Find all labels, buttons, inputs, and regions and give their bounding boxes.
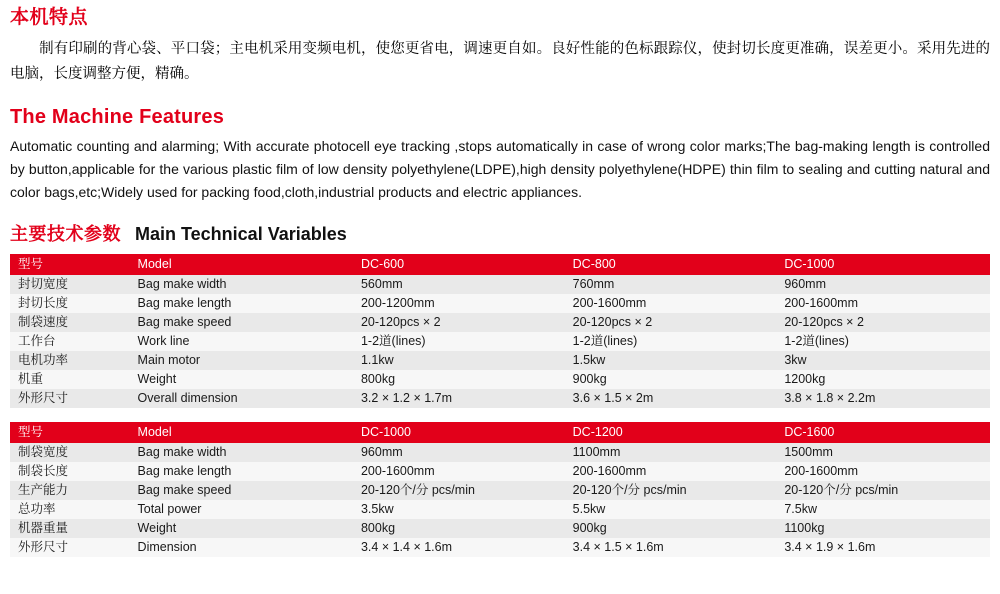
table2-r0-c4: 1500mm	[776, 443, 990, 462]
table2-r1-c2: 200-1600mm	[353, 462, 565, 481]
table2-header-1: Model	[130, 422, 353, 443]
table2-r0-c3: 1100mm	[565, 443, 777, 462]
table1-r5-c1: Weight	[130, 370, 353, 389]
table2-r2-c0: 生产能力	[10, 481, 130, 500]
table2-r4-c2: 800kg	[353, 519, 565, 538]
table1-r4-c0: 电机功率	[10, 351, 130, 370]
table2-r5-c3: 3.4 × 1.5 × 1.6m	[565, 538, 777, 557]
table1-r6-c2: 3.2 × 1.2 × 1.7m	[353, 389, 565, 408]
table1-r2-c3: 20-120pcs × 2	[565, 313, 777, 332]
table-row	[10, 332, 990, 351]
features-cn-text: 制有印刷的背心袋、平口袋；主电机采用变频电机，使您更省电，调速更自如。良好性能的色标跟踪仪，使封切长度更准确，误差更小。采用先进的电脑，长度调整方便，精确。	[10, 41, 990, 83]
table-row	[10, 389, 990, 408]
table1-header-4: DC-1000	[776, 254, 990, 275]
table2-r2-c1: Bag make speed	[130, 481, 353, 500]
table1-header-0: 型号	[10, 254, 130, 275]
table-row	[10, 462, 990, 481]
table2-r0-c2: 960mm	[353, 443, 565, 462]
table1-r4-c3: 1.5kw	[565, 351, 777, 370]
features-cn-body	[10, 37, 990, 88]
table1-r5-c0: 机重	[10, 370, 130, 389]
table1-header-3: DC-800	[565, 254, 777, 275]
table2-r4-c3: 900kg	[565, 519, 777, 538]
table2-r3-c1: Total power	[130, 500, 353, 519]
table2-r2-c3: 20-120个/分 pcs/min	[565, 481, 777, 500]
table2-r4-c1: Weight	[130, 519, 353, 538]
table1-r6-c4: 3.8 × 1.8 × 2.2m	[776, 389, 990, 408]
features-en-heading: The Machine Features	[10, 105, 225, 128]
table2-r5-c0: 外形尺寸	[10, 538, 130, 557]
table1-r4-c4: 3kw	[776, 351, 990, 370]
table1-r1-c1: Bag make length	[130, 294, 353, 313]
table1-header-2: DC-600	[353, 254, 565, 275]
table2-r1-c0: 制袋长度	[10, 462, 130, 481]
specs-section-title	[10, 220, 990, 246]
table1-r1-c3: 200-1600mm	[565, 294, 777, 313]
table1-r4-c1: Main motor	[130, 351, 353, 370]
table2-r3-c3: 5.5kw	[565, 500, 777, 519]
table1-r1-c4: 200-1600mm	[776, 294, 990, 313]
table2-r0-c0: 制袋宽度	[10, 443, 130, 462]
table1-r0-c1: Bag make width	[130, 275, 353, 294]
table1-r2-c4: 20-120pcs × 2	[776, 313, 990, 332]
table2-r4-c0: 机器重量	[10, 519, 130, 538]
table-row	[10, 538, 990, 557]
table2-header-2: DC-1000	[353, 422, 565, 443]
table2-r3-c2: 3.5kw	[353, 500, 565, 519]
table2-r1-c4: 200-1600mm	[776, 462, 990, 481]
table1-r3-c0: 工作台	[10, 332, 130, 351]
table-row	[10, 370, 990, 389]
table2-r5-c4: 3.4 × 1.9 × 1.6m	[776, 538, 990, 557]
table1-r3-c4: 1-2道(lines)	[776, 332, 990, 351]
table1-r5-c2: 800kg	[353, 370, 565, 389]
table1-r3-c3: 1-2道(lines)	[565, 332, 777, 351]
features-en-body: Automatic counting and alarming; With accurate photocell eye tracking ,stops automatically in case of wrong color marks;The bag-making length is controlled by button,applicable for the various plastic film of low density polyethylene(LDPE),high density polyethylene(HDPE) thin film to sealing and cutting natural and color bags,etc;Widely used for packing food,cloth,industrial products and electric appliances.	[10, 137, 990, 200]
table2-r5-c2: 3.4 × 1.4 × 1.6m	[353, 538, 565, 557]
table1-header-1: Model	[130, 254, 353, 275]
table-header-row	[10, 422, 990, 443]
specs-title-en: Main Technical Variables	[135, 224, 347, 245]
table-row	[10, 500, 990, 519]
features-cn-heading: 本机特点	[10, 7, 89, 28]
table1-r5-c3: 900kg	[565, 370, 777, 389]
table2-r2-c2: 20-120个/分 pcs/min	[353, 481, 565, 500]
table-row	[10, 275, 990, 294]
table2-r1-c1: Bag make length	[130, 462, 353, 481]
table1-r1-c2: 200-1200mm	[353, 294, 565, 313]
table-row	[10, 294, 990, 313]
table1-r5-c4: 1200kg	[776, 370, 990, 389]
table1-r2-c0: 制袋速度	[10, 313, 130, 332]
table1-r2-c2: 20-120pcs × 2	[353, 313, 565, 332]
table-row	[10, 351, 990, 370]
table1-r6-c3: 3.6 × 1.5 × 2m	[565, 389, 777, 408]
table1-r3-c2: 1-2道(lines)	[353, 332, 565, 351]
table2-r2-c4: 20-120个/分 pcs/min	[776, 481, 990, 500]
table2-header-4: DC-1600	[776, 422, 990, 443]
table2-r5-c1: Dimension	[130, 538, 353, 557]
table2-r1-c3: 200-1600mm	[565, 462, 777, 481]
table1-r6-c1: Overall dimension	[130, 389, 353, 408]
table1-r4-c2: 1.1kw	[353, 351, 565, 370]
table2-r3-c0: 总功率	[10, 500, 130, 519]
table-row	[10, 519, 990, 538]
table1-r0-c3: 760mm	[565, 275, 777, 294]
table1-r6-c0: 外形尺寸	[10, 389, 130, 408]
table1-r0-c4: 960mm	[776, 275, 990, 294]
table2-r4-c4: 1100kg	[776, 519, 990, 538]
table1-r3-c1: Work line	[130, 332, 353, 351]
table2-header-3: DC-1200	[565, 422, 777, 443]
spec-table-1	[10, 254, 990, 408]
table-header-row	[10, 254, 990, 275]
specs-title-cn: 主要技术参数	[10, 224, 121, 245]
table-row	[10, 313, 990, 332]
table1-r2-c1: Bag make speed	[130, 313, 353, 332]
table-row	[10, 443, 990, 462]
table-row	[10, 481, 990, 500]
table1-r0-c2: 560mm	[353, 275, 565, 294]
table1-r0-c0: 封切宽度	[10, 275, 130, 294]
table2-r0-c1: Bag make width	[130, 443, 353, 462]
table2-header-0: 型号	[10, 422, 130, 443]
table2-r3-c4: 7.5kw	[776, 500, 990, 519]
table1-r1-c0: 封切长度	[10, 294, 130, 313]
spec-table-2	[10, 422, 990, 557]
